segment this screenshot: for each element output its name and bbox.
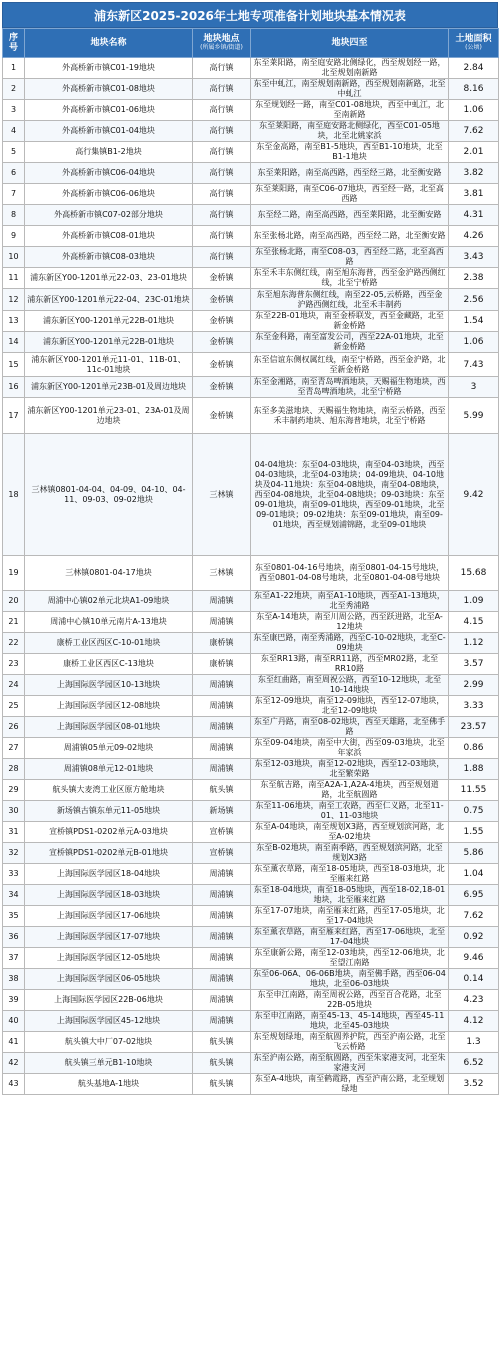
cell-town: 高行镇 — [193, 226, 251, 247]
table-header-row — [3, 29, 499, 58]
cell-seq: 12 — [3, 289, 25, 311]
cell-name: 新场镇古镇东单元11-05地块 — [25, 801, 193, 822]
cell-seq: 30 — [3, 801, 25, 822]
cell-seq: 37 — [3, 948, 25, 969]
cell-area: 15.68 — [449, 556, 499, 591]
cell-seq: 4 — [3, 121, 25, 142]
cell-area: 9.46 — [449, 948, 499, 969]
cell-seq: 39 — [3, 990, 25, 1011]
cell-area: 1.55 — [449, 822, 499, 843]
cell-town: 康桥镇 — [193, 633, 251, 654]
cell-name: 浦东新区Y00-1201单元22-03、23-01地块 — [25, 268, 193, 289]
cell-bounds: 东至康巴路，南至秀浦路，西至C-10-02地块，北至C-09地块 — [251, 633, 449, 654]
cell-town: 周浦镇 — [193, 696, 251, 717]
table-row — [3, 268, 499, 289]
table-row — [3, 353, 499, 377]
cell-seq: 18 — [3, 434, 25, 556]
cell-bounds: 东至22B-01地块，南至金桥联发，西至金藏路，北至新金桥路 — [251, 311, 449, 332]
cell-area: 1.06 — [449, 100, 499, 121]
header-bounds: 地块四至 — [251, 29, 449, 58]
cell-seq: 27 — [3, 738, 25, 759]
cell-bounds: 东至莱阳路，南至庭安路北侧绿化，西至C01-05地块，北至北姚家浜 — [251, 121, 449, 142]
header-seq: 序号 — [3, 29, 25, 58]
table-row — [3, 398, 499, 434]
cell-name: 浦东新区Y00-1201单元22B-01地块 — [25, 332, 193, 353]
cell-seq: 43 — [3, 1074, 25, 1095]
cell-area: 0.86 — [449, 738, 499, 759]
cell-area: 4.23 — [449, 990, 499, 1011]
cell-seq: 35 — [3, 906, 25, 927]
cell-town: 航头镇 — [193, 1053, 251, 1074]
cell-bounds: 东至沪南公路，南至航圆路，西至朱家港支河，北至朱家港支河 — [251, 1053, 449, 1074]
cell-seq: 11 — [3, 268, 25, 289]
cell-name: 外高桥新市镇C01-06地块 — [25, 100, 193, 121]
cell-area: 5.86 — [449, 843, 499, 864]
table-row — [3, 1011, 499, 1032]
cell-area: 4.31 — [449, 205, 499, 226]
cell-seq: 42 — [3, 1053, 25, 1074]
cell-area: 2.38 — [449, 268, 499, 289]
cell-town: 宣桥镇 — [193, 843, 251, 864]
table-row — [3, 591, 499, 612]
cell-name: 周浦中心镇10单元南片A-13地块 — [25, 612, 193, 633]
cell-bounds: 04-04地块：东至04-03地块，南至04-03地块，西至04-03地块，北至04-03地块；04-09地块、04-10地块及04-11地块：东至04-08地块，南至04-08地块，西至04-08地块，北至04-08地块；09-03地块：东至09-01地块，南至09-01地块，西至09-01地块，北至09-01地块；09-02地块：东至09-01地块，南至09-01地块，西至规划浦锦路，北至09-01地块 — [251, 434, 449, 556]
table-row — [3, 738, 499, 759]
cell-name: 外高桥新市镇C06-04地块 — [25, 163, 193, 184]
cell-area: 3.57 — [449, 654, 499, 675]
cell-bounds: 东至薰衣草路，南至雁来红路，西至17-06地块，北至17-04地块 — [251, 927, 449, 948]
cell-area: 23.57 — [449, 717, 499, 738]
cell-seq: 33 — [3, 864, 25, 885]
cell-area: 3.52 — [449, 1074, 499, 1095]
cell-bounds: 东至申江南路，南至周祝公路，西至百合花路，北至22B-05地块 — [251, 990, 449, 1011]
cell-bounds: 东至广丹路，南至08-02地块，西至天雄路，北至佛手路 — [251, 717, 449, 738]
table-row — [3, 843, 499, 864]
table-row — [3, 675, 499, 696]
cell-area: 3.43 — [449, 247, 499, 268]
cell-seq: 24 — [3, 675, 25, 696]
cell-town: 金桥镇 — [193, 332, 251, 353]
cell-name: 浦东新区Y00-1201单元11-01、11B-01、11c-01地块 — [25, 353, 193, 377]
cell-bounds: 东至规划经一路，南至C01-08地块，西至中虬江，北至南新路 — [251, 100, 449, 121]
cell-area: 4.12 — [449, 1011, 499, 1032]
cell-name: 周浦中心镇02单元北块A1-09地块 — [25, 591, 193, 612]
table-row — [3, 79, 499, 100]
cell-town: 高行镇 — [193, 163, 251, 184]
table-row — [3, 289, 499, 311]
table-body — [3, 58, 499, 1095]
cell-name: 周浦镇08单元12-01地块 — [25, 759, 193, 780]
table-row — [3, 801, 499, 822]
cell-name: 上海国际医学园区17-07地块 — [25, 927, 193, 948]
table-row — [3, 184, 499, 205]
cell-name: 浦东新区Y00-1201单元23B-01及周边地块 — [25, 377, 193, 398]
cell-area: 4.26 — [449, 226, 499, 247]
cell-bounds: 东至09-04地块，南至中大街，西至09-03地块，北至年家浜 — [251, 738, 449, 759]
cell-town: 航头镇 — [193, 1032, 251, 1053]
cell-bounds: 东至红曲路，南至周祝公路，西至10-12地块，北至10-14地块 — [251, 675, 449, 696]
cell-town: 高行镇 — [193, 205, 251, 226]
cell-seq: 32 — [3, 843, 25, 864]
table-row — [3, 100, 499, 121]
cell-seq: 19 — [3, 556, 25, 591]
cell-bounds: 东至A-04地块，南至规划X3路，西至规划滨河路，北至A-02地块 — [251, 822, 449, 843]
cell-name: 宣桥镇PDS1-0202单元A-03地块 — [25, 822, 193, 843]
cell-seq: 16 — [3, 377, 25, 398]
cell-town: 高行镇 — [193, 100, 251, 121]
table-row — [3, 612, 499, 633]
cell-area: 3 — [449, 377, 499, 398]
cell-seq: 9 — [3, 226, 25, 247]
cell-bounds: 东至RR13路，南至RR11路，西至MR02路，北至RR10路 — [251, 654, 449, 675]
table-row — [3, 864, 499, 885]
cell-area: 2.56 — [449, 289, 499, 311]
cell-bounds: 东至禾丰东侧红线，南至旭东海普，西至金沪路西侧红线，北至宁桥路 — [251, 268, 449, 289]
cell-bounds: 东至11-06地块，南至工农路，西至仁义路，北至11-01、11-03地块 — [251, 801, 449, 822]
cell-name: 上海国际医学园区18-03地块 — [25, 885, 193, 906]
cell-bounds: 东至张杨北路，南至C08-03，西至经二路，北至高西路 — [251, 247, 449, 268]
cell-bounds: 东至旭东海普东侧红线，南至22-05,云桥路，西至金沪路西侧红线，北至禾丰制药 — [251, 289, 449, 311]
cell-name: 康桥工业区西区C-10-01地块 — [25, 633, 193, 654]
cell-town: 金桥镇 — [193, 353, 251, 377]
cell-area: 3.33 — [449, 696, 499, 717]
cell-bounds: 东至金湘路，南至青岛啤酒地块，天赐福生物地块，西至青岛啤酒地块，北至宁桥路 — [251, 377, 449, 398]
cell-name: 康桥工业区西区C-13地块 — [25, 654, 193, 675]
header-location — [193, 29, 251, 58]
cell-seq: 14 — [3, 332, 25, 353]
page-title: 浦东新区2025-2026年土地专项准备计划地块基本情况表 — [2, 2, 498, 28]
cell-name: 上海国际医学园区45-12地块 — [25, 1011, 193, 1032]
cell-bounds: 东至17-07地块，南至雁来红路，西至17-05地块，北至17-04地块 — [251, 906, 449, 927]
cell-seq: 23 — [3, 654, 25, 675]
cell-town: 金桥镇 — [193, 289, 251, 311]
table-row — [3, 948, 499, 969]
cell-seq: 31 — [3, 822, 25, 843]
cell-town: 三林镇 — [193, 434, 251, 556]
cell-name: 浦东新区Y00-1201单元22B-01地块 — [25, 311, 193, 332]
cell-town: 周浦镇 — [193, 969, 251, 990]
cell-bounds: 东至18-04地块，南至18-05地块，西至18-02,18-01地块，北至雁来红路 — [251, 885, 449, 906]
cell-area: 9.42 — [449, 434, 499, 556]
cell-town: 航头镇 — [193, 1074, 251, 1095]
cell-seq: 34 — [3, 885, 25, 906]
header-area-sub: (公顷) — [465, 44, 482, 51]
cell-area: 0.92 — [449, 927, 499, 948]
cell-area: 1.04 — [449, 864, 499, 885]
cell-area: 8.16 — [449, 79, 499, 100]
cell-bounds: 东至0801-04-16号地块，南至0801-04-15号地块，西至0801-04-08号地块，北至0801-04-08号地块 — [251, 556, 449, 591]
table-row — [3, 247, 499, 268]
cell-town: 高行镇 — [193, 79, 251, 100]
cell-name: 外高桥新市镇C01-08地块 — [25, 79, 193, 100]
cell-name: 外高桥新市镇C08-01地块 — [25, 226, 193, 247]
cell-name: 上海国际医学园区10-13地块 — [25, 675, 193, 696]
table-row — [3, 822, 499, 843]
cell-town: 高行镇 — [193, 121, 251, 142]
cell-area: 1.3 — [449, 1032, 499, 1053]
table-row — [3, 696, 499, 717]
cell-town: 周浦镇 — [193, 738, 251, 759]
cell-area: 1.88 — [449, 759, 499, 780]
cell-area: 2.01 — [449, 142, 499, 163]
cell-area: 0.14 — [449, 969, 499, 990]
table-row — [3, 990, 499, 1011]
cell-seq: 25 — [3, 696, 25, 717]
cell-town: 周浦镇 — [193, 612, 251, 633]
cell-name: 上海国际医学园区18-04地块 — [25, 864, 193, 885]
cell-town: 高行镇 — [193, 142, 251, 163]
table-row — [3, 633, 499, 654]
cell-bounds: 东至经二路，南至高西路，西至莱阳路，北至衡安路 — [251, 205, 449, 226]
cell-name: 上海国际医学园区12-08地块 — [25, 696, 193, 717]
cell-town: 周浦镇 — [193, 1011, 251, 1032]
cell-bounds: 东至多美滋地块、天赐福生物地块，南至云桥路，西至禾丰制药地块、旭东海普地块，北至宁桥路 — [251, 398, 449, 434]
cell-seq: 21 — [3, 612, 25, 633]
table-row — [3, 142, 499, 163]
cell-name: 外高桥新市镇C07-02部分地块 — [25, 205, 193, 226]
cell-area: 7.62 — [449, 121, 499, 142]
cell-area: 1.06 — [449, 332, 499, 353]
cell-town: 金桥镇 — [193, 377, 251, 398]
cell-town: 周浦镇 — [193, 927, 251, 948]
cell-seq: 2 — [3, 79, 25, 100]
table-row — [3, 906, 499, 927]
cell-bounds: 东至金高路，南至B1-5地块，西至B1-10地块，北至B1-1地块 — [251, 142, 449, 163]
table-row — [3, 654, 499, 675]
cell-seq: 8 — [3, 205, 25, 226]
cell-bounds: 东至06-06A、06-06B地块，南至佛手路，西至06-04地块，北至06-03地块 — [251, 969, 449, 990]
land-plan-sheet — [2, 2, 498, 1095]
cell-area: 3.81 — [449, 184, 499, 205]
header-location-main: 地块地点 — [203, 34, 240, 44]
cell-bounds: 东至B-02地块，南至南季路，西至规划滨河路，北至规划X3路 — [251, 843, 449, 864]
cell-town: 金桥镇 — [193, 398, 251, 434]
cell-seq: 28 — [3, 759, 25, 780]
cell-town: 周浦镇 — [193, 675, 251, 696]
cell-seq: 10 — [3, 247, 25, 268]
cell-town: 周浦镇 — [193, 864, 251, 885]
cell-town: 金桥镇 — [193, 268, 251, 289]
cell-seq: 17 — [3, 398, 25, 434]
cell-bounds: 东至中虬江，南至规划南新路，西至规划南新路，北至中虬江 — [251, 79, 449, 100]
table-row — [3, 377, 499, 398]
cell-area: 6.95 — [449, 885, 499, 906]
cell-bounds: 东至申江南路，南至45-13、45-14地块，西至45-11地块，北至45-03地块 — [251, 1011, 449, 1032]
table-row — [3, 969, 499, 990]
cell-name: 上海国际医学园区06-05地块 — [25, 969, 193, 990]
cell-seq: 6 — [3, 163, 25, 184]
cell-area: 2.99 — [449, 675, 499, 696]
cell-seq: 22 — [3, 633, 25, 654]
table-row — [3, 717, 499, 738]
cell-area: 1.54 — [449, 311, 499, 332]
table-row — [3, 205, 499, 226]
cell-area: 1.09 — [449, 591, 499, 612]
cell-seq: 7 — [3, 184, 25, 205]
cell-bounds: 东至莱阳路，南至高西路，西至经三路，北至衡安路 — [251, 163, 449, 184]
cell-seq: 36 — [3, 927, 25, 948]
cell-name: 上海国际医学园区12-05地块 — [25, 948, 193, 969]
table-row — [3, 927, 499, 948]
header-area-main: 土地面积 — [455, 34, 492, 44]
table-row — [3, 121, 499, 142]
cell-bounds: 东至规划绿地，南至航圆养护院，西至沪南公路，北至飞云桥路 — [251, 1032, 449, 1053]
cell-town: 高行镇 — [193, 247, 251, 268]
cell-name: 上海国际医学园区22B-06地块 — [25, 990, 193, 1011]
cell-bounds: 东至航吉路，南至A2A-1,A2A-4地块，西至规划道路，北至航圆路 — [251, 780, 449, 801]
header-area — [449, 29, 499, 58]
cell-seq: 38 — [3, 969, 25, 990]
cell-bounds: 东至莱阳路，南至C06-07地块，西至经一路，北至高西路 — [251, 184, 449, 205]
cell-seq: 13 — [3, 311, 25, 332]
cell-seq: 15 — [3, 353, 25, 377]
cell-town: 周浦镇 — [193, 948, 251, 969]
cell-name: 宣桥镇PDS1-0202单元B-01地块 — [25, 843, 193, 864]
cell-seq: 1 — [3, 58, 25, 79]
cell-town: 周浦镇 — [193, 717, 251, 738]
header-name: 地块名称 — [25, 29, 193, 58]
cell-area: 0.75 — [449, 801, 499, 822]
cell-bounds: 东至A-4地块，南至鹤霞路，西至沪南公路，北至规划绿地 — [251, 1074, 449, 1095]
cell-town: 新场镇 — [193, 801, 251, 822]
cell-town: 周浦镇 — [193, 906, 251, 927]
header-location-sub: (所属乡镇/街道) — [200, 44, 243, 51]
cell-name: 周浦镇05单元09-02地块 — [25, 738, 193, 759]
cell-name: 航头镇大中厂07-02地块 — [25, 1032, 193, 1053]
cell-town: 三林镇 — [193, 556, 251, 591]
table-row — [3, 311, 499, 332]
cell-bounds: 东至薰衣草路，南至18-05地块，西至18-03地块，北至雁来红路 — [251, 864, 449, 885]
cell-name: 浦东新区Y00-1201单元23-01、23A-01及周边地块 — [25, 398, 193, 434]
cell-name: 航头镇三单元B1-10地块 — [25, 1053, 193, 1074]
cell-seq: 41 — [3, 1032, 25, 1053]
table-row — [3, 163, 499, 184]
table-row — [3, 759, 499, 780]
cell-town: 周浦镇 — [193, 885, 251, 906]
cell-name: 高行集镇B1-2地块 — [25, 142, 193, 163]
cell-area: 5.99 — [449, 398, 499, 434]
cell-town: 金桥镇 — [193, 311, 251, 332]
table-row — [3, 58, 499, 79]
cell-name: 航头基地A-1地块 — [25, 1074, 193, 1095]
cell-seq: 40 — [3, 1011, 25, 1032]
table-row — [3, 1032, 499, 1053]
cell-area: 1.12 — [449, 633, 499, 654]
cell-seq: 29 — [3, 780, 25, 801]
cell-area: 7.43 — [449, 353, 499, 377]
table-row — [3, 556, 499, 591]
cell-name: 航头镇大麦湾工业区原方舱地块 — [25, 780, 193, 801]
cell-bounds: 东至12-09地块，南至12-09地块，西至12-07地块，北至12-09地块 — [251, 696, 449, 717]
cell-name: 外高桥新市镇C01-19地块 — [25, 58, 193, 79]
table-row — [3, 780, 499, 801]
cell-area: 2.84 — [449, 58, 499, 79]
cell-area: 3.82 — [449, 163, 499, 184]
cell-town: 高行镇 — [193, 184, 251, 205]
cell-area: 6.52 — [449, 1053, 499, 1074]
cell-area: 11.55 — [449, 780, 499, 801]
cell-town: 周浦镇 — [193, 591, 251, 612]
table-row — [3, 332, 499, 353]
cell-area: 4.15 — [449, 612, 499, 633]
cell-town: 周浦镇 — [193, 990, 251, 1011]
cell-name: 外高桥新市镇C08-03地块 — [25, 247, 193, 268]
table-row — [3, 1074, 499, 1095]
cell-name: 外高桥新市镇C01-04地块 — [25, 121, 193, 142]
cell-town: 周浦镇 — [193, 759, 251, 780]
cell-bounds: 东至A1-22地块，南至A1-10地块，西至A1-13地块，北至秀浦路 — [251, 591, 449, 612]
cell-town: 康桥镇 — [193, 654, 251, 675]
cell-seq: 5 — [3, 142, 25, 163]
cell-bounds: 东至信谊东侧权属红线，南至宁桥路，西至金沪路，北至新金桥路 — [251, 353, 449, 377]
cell-name: 三林镇0801-04-17地块 — [25, 556, 193, 591]
table-row — [3, 885, 499, 906]
cell-name: 外高桥新市镇C06-06地块 — [25, 184, 193, 205]
cell-name: 三林镇0801-04-04、04-09、04-10、04-11、09-03、09-02地块 — [25, 434, 193, 556]
cell-bounds: 东至张杨北路，南至高西路，西至经二路，北至衡安路 — [251, 226, 449, 247]
cell-bounds: 东至康新公路，南至12-03地块，西至12-06地块，北至望江南路 — [251, 948, 449, 969]
cell-town: 航头镇 — [193, 780, 251, 801]
cell-name: 上海国际医学园区08-01地块 — [25, 717, 193, 738]
cell-bounds: 东至A-14地块，南至川周公路，西至跃进路，北至A-12地块 — [251, 612, 449, 633]
cell-town: 宣桥镇 — [193, 822, 251, 843]
table-row — [3, 226, 499, 247]
cell-name: 上海国际医学园区17-06地块 — [25, 906, 193, 927]
cell-bounds: 东至金科路，南至富发公司，西至22A-01地块，北至新金桥路 — [251, 332, 449, 353]
cell-bounds: 东至12-03地块，南至12-02地块，西至12-03地块，北至繁荣路 — [251, 759, 449, 780]
table-row — [3, 434, 499, 556]
cell-town: 高行镇 — [193, 58, 251, 79]
table-row — [3, 1053, 499, 1074]
land-table — [2, 28, 499, 1095]
cell-area: 7.62 — [449, 906, 499, 927]
cell-seq: 26 — [3, 717, 25, 738]
cell-name: 浦东新区Y00-1201单元22-04、23C-01地块 — [25, 289, 193, 311]
cell-bounds: 东至莱阳路，南至庭安路北侧绿化，西至规划经一路，北至规划南新路 — [251, 58, 449, 79]
cell-seq: 20 — [3, 591, 25, 612]
cell-seq: 3 — [3, 100, 25, 121]
